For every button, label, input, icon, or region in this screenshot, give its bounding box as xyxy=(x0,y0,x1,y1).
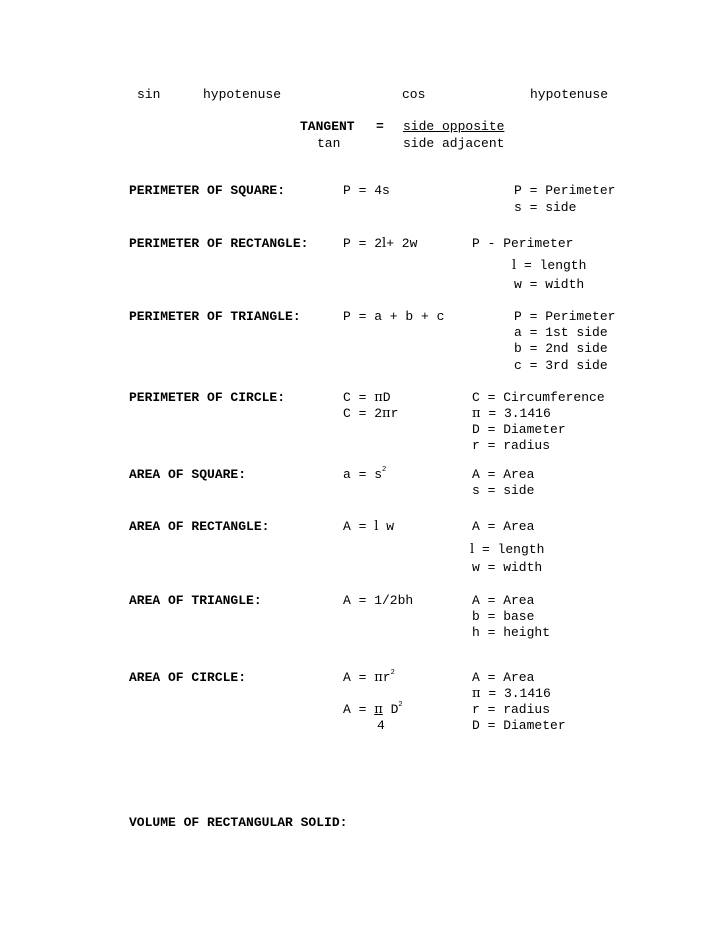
pi-symbol: π xyxy=(472,406,481,421)
pi-symbol: π xyxy=(374,670,383,685)
perimeter-triangle-label: PERIMETER OF TRIANGLE: xyxy=(129,309,301,324)
area-circle-legend-a: A = Area xyxy=(472,670,535,685)
perimeter-square-formula: P = 4s xyxy=(343,183,390,198)
perimeter-square-label: PERIMETER OF SQUARE: xyxy=(129,183,286,198)
area-circle-legend-d: D = Diameter xyxy=(472,718,566,733)
cos-label: cos xyxy=(402,87,426,102)
pi-symbol: π xyxy=(472,686,481,701)
area-square-label: AREA OF SQUARE: xyxy=(129,467,247,482)
perimeter-square-legend-s: s = side xyxy=(514,200,577,215)
perimeter-triangle-legend-b: b = 2nd side xyxy=(514,341,608,356)
perimeter-circle-legend-d: D = Diameter xyxy=(472,422,566,437)
area-rectangle-legend-a: A = Area xyxy=(472,519,535,534)
tangent-numerator: side opposite xyxy=(403,119,505,134)
perimeter-triangle-formula: P = a + b + c xyxy=(343,309,445,324)
volume-rectangular-solid-label: VOLUME OF RECTANGULAR SOLID: xyxy=(129,815,348,830)
area-circle-formula-1: $A = \pi r^2$ xyxy=(343,669,395,685)
area-triangle-legend-a: A = Area xyxy=(472,593,535,608)
tangent-equals: = xyxy=(376,119,384,134)
perimeter-circle-legend-r: r = radius xyxy=(472,438,551,453)
perimeter-rectangle-legend-w: w = width xyxy=(514,277,585,292)
area-triangle-legend-b: b = base xyxy=(472,609,535,624)
area-circle-formula-2: A = π $D^2$ xyxy=(343,701,403,717)
perimeter-circle-formula-1: C = πD xyxy=(343,390,391,405)
cos-hypotenuse: hypotenuse xyxy=(530,87,609,102)
area-triangle-label: AREA OF TRIANGLE: xyxy=(129,593,262,608)
tan-label: tan xyxy=(317,136,341,151)
area-rectangle-label: AREA OF RECTANGLE: xyxy=(129,519,270,534)
perimeter-rectangle-label: PERIMETER OF RECTANGLE: xyxy=(129,236,309,251)
area-square-formula: $a = s^2$ xyxy=(343,466,387,482)
sin-hypotenuse: hypotenuse xyxy=(203,87,282,102)
perimeter-circle-legend-pi: π = 3.1416 xyxy=(472,406,551,421)
perimeter-rectangle-formula: P = 2l+ 2w xyxy=(343,236,418,251)
area-square-legend-a: A = Area xyxy=(472,467,535,482)
perimeter-circle-label: PERIMETER OF CIRCLE: xyxy=(129,390,286,405)
area-triangle-legend-h: h = height xyxy=(472,625,551,640)
perimeter-circle-formula-2: C = 2πr xyxy=(343,406,399,421)
tangent-denominator: side adjacent xyxy=(403,136,505,151)
area-circle-legend-pi: π = 3.1416 xyxy=(472,686,551,701)
area-circle-formula-2-denominator: 4 xyxy=(377,718,385,733)
area-circle-legend-r: r = radius xyxy=(472,702,551,717)
area-triangle-formula: A = 1/2bh xyxy=(343,593,414,608)
area-rectangle-formula: A = l w xyxy=(343,519,395,534)
area-circle-label: AREA OF CIRCLE: xyxy=(129,670,247,685)
pi-symbol: π xyxy=(374,390,383,405)
area-rectangle-legend-l: l = length xyxy=(470,542,545,557)
perimeter-triangle-legend-p: P = Perimeter xyxy=(514,309,616,324)
perimeter-rectangle-legend-l: l = length xyxy=(512,258,587,273)
pi-symbol: π xyxy=(382,406,391,421)
perimeter-square-legend-p: P = Perimeter xyxy=(514,183,616,198)
perimeter-triangle-legend-c: c = 3rd side xyxy=(514,358,608,373)
sin-label: sin xyxy=(137,87,161,102)
area-square-legend-s: s = side xyxy=(472,483,535,498)
perimeter-rectangle-legend-p: P - Perimeter xyxy=(472,236,574,251)
tangent-label: TANGENT xyxy=(300,119,355,134)
area-rectangle-legend-w: w = width xyxy=(472,560,543,575)
pi-symbol: π xyxy=(374,702,383,717)
perimeter-triangle-legend-a: a = 1st side xyxy=(514,325,608,340)
perimeter-circle-legend-c: C = Circumference xyxy=(472,390,605,405)
